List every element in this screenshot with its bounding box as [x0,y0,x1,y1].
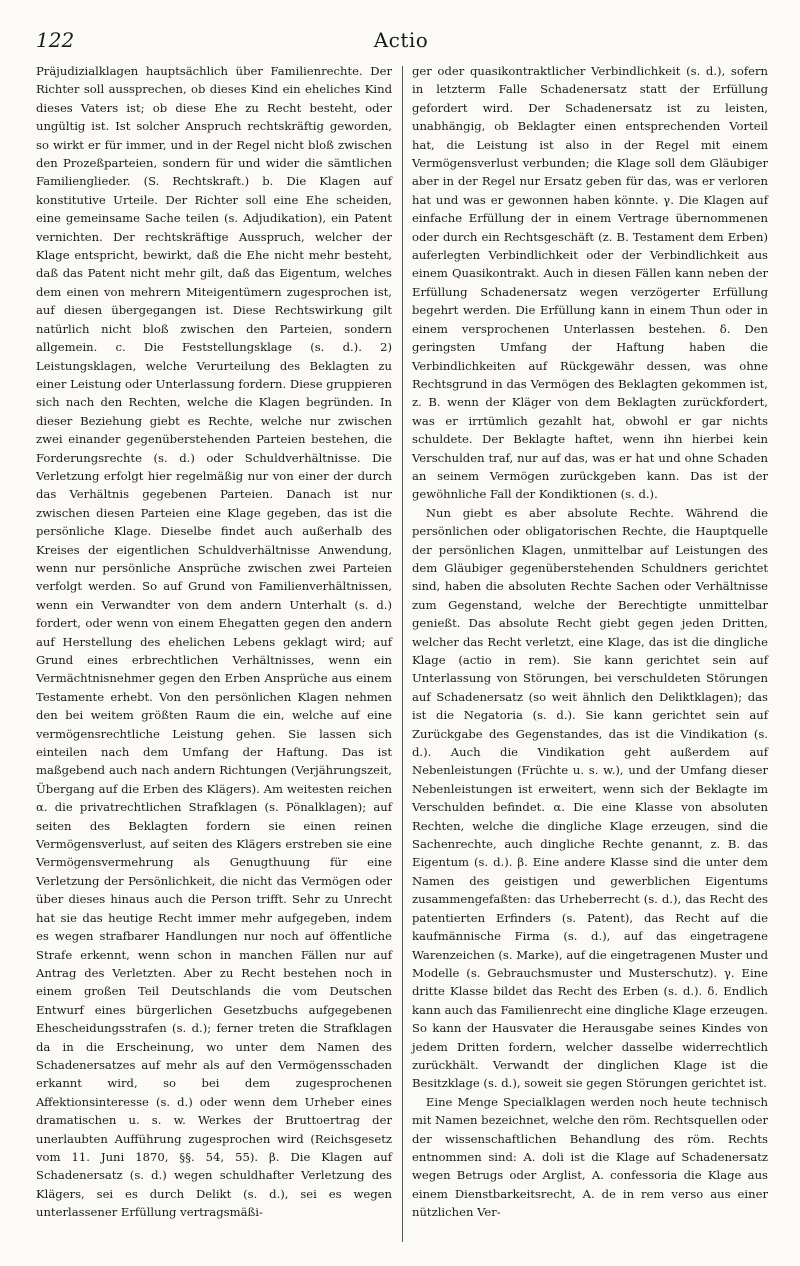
paragraph: ger oder quasikontraktlicher Verbindlichkeit (s. d.), sofern in letzterm Falle Schadenersatz statt der Erfüllung gefordert wird. Der Schadenersatz ist zu leisten, unabhängig, ob Beklagter einen entsprechenden Vorteil hat, die Leistung ist also in der Regel mit einem Vermögensverlust verbunden; die Klage soll dem Gläubiger aber in der Regel nur Ersatz geben für das, was er verloren hat und was er gewonnen haben könnte. γ. Die Klagen auf einfache Erfüllung der in einem Vertrage übernommenen oder durch ein Rechtsgeschäft (z. B. Testament dem Erben) auferlegten Verbindlichkeit oder der Verbindlichkeit aus einem Quasikontrakt. Auch in diesen Fällen kann neben der Erfüllung Schadenersatz wegen verzögerter Erfüllung begehrt werden. Die Erfüllung kann in einem Thun oder in einem versprochenen Unterlassen bestehen. δ. Den geringsten Umfang der Haftung haben die Verbindlichkeiten auf Rückgewähr dessen, was ohne Rechtsgrund in das Vermögen des Beklagten gekommen ist, z. B. wenn der Kläger von dem Beklagten zurückfordert, was er irrtümlich gezahlt hat, obwohl er gar nichts schuldete. Der Beklagte haftet, wenn ihn hierbei kein Verschulden traf, nur auf das, was er hat und ohne Schaden an seinem Vermögen zurückgeben kann. Das ist der gewöhnliche Fall der Kondiktionen (s. d.). [412,64,768,502]
column-divider [402,66,403,1242]
left-column [36,62,392,1222]
running-head: Actio [373,28,429,52]
page-number: 122 [36,28,75,52]
paragraph: Präjudizialklagen hauptsächlich über Familienrechte. Der Richter soll aussprechen, ob dieses Kind ein eheliches Kind dieses Vaters ist; ob diese Ehe zu Recht besteht, oder ungültig ist. Ist solcher Anspruch rechtskräftig geworden, so wirkt er für immer, und in der Regel nicht bloß zwischen den Prozeßparteien, sondern für und wider die sämtlichen Familienglieder. (S. Rechtskraft.) b. Die Klagen auf konstitutive Urteile. Der Richter soll eine Ehe scheiden, eine gemeinsame Sache teilen (s. Adjudikation), ein Patent vernichten. Der rechtskräftige Ausspruch, welcher der Klage entspricht, bewirkt, daß die Ehe nicht mehr besteht, daß das Patent nicht mehr gilt, daß das Eigentum, welches dem einen von mehrern Miteigentümern zugesprochen ist, auf diesen übergegangen ist. Diese Rechtswirkung gilt natürlich nicht bloß zwischen den Parteien, sondern allgemein. c. Die Feststellungsklage (s. d.). 2) Leistungsklagen, welche Verurteilung des Beklagten zu einer Leistung oder Unterlassung fordern. Diese gruppieren sich nach den Rechten, welche die Klagen begründen. In dieser Beziehung giebt es Rechte, welche nur zwischen zwei einander gegenüberstehenden Parteien bestehen, die Forderungsrechte (s. d.) oder Schuldverhältnisse. Die Verletzung erfolgt hier regelmäßig nur von einer der durch das Verhältnis gegebenen Parteien. Danach ist nur zwischen diesen Parteien eine Klage gegeben, das ist die persönliche Klage. Dieselbe findet auch außerhalb des Kreises der eigentlichen Schuldverhältnisse Anwendung, wenn nur persönliche Ansprüche zwischen zwei Parteien verfolgt werden. So auf Grund von Familienverhältnissen, wenn ein Verwandter von dem andern Unterhalt (s. d.) fordert, oder wenn von einem Ehegatten gegen den andern auf Herstellung des ehelichen Lebens geklagt wird; auf Grund eines erbrechtlichen Verhältnisses, wenn ein Vermächtnisnehmer gegen den Erben Ansprüche aus einem Testamente erhebt. Von den persönlichen Klagen nehmen den bei weitem größten Raum die ein, welche auf eine vermögensrechtliche Leistung gehen. Sie lassen sich einteilen nach dem Umfang der Haftung. Das ist maßgebend auch nach andern Richtungen (Verjährungszeit, Übergang auf die Erben des Klägers). Am weitesten reichen α. die privatrechtlichen Strafklagen (s. Pönalklagen); auf seiten des Beklagten fordern sie einen reinen Vermögensverlust, auf seiten des Klägers erstreben sie eine Vermögensvermehrung als Genugthuung für eine Verletzung der Persönlichkeit, die nicht das Vermögen oder über dieses hinaus auch die Person trifft. Sehr zu Unrecht hat sie das heutige Recht immer mehr aufgegeben, indem es wegen strafbarer Handlungen nur noch auf öffentliche Strafe erkennt, wenn schon in manchen Fällen nur auf Antrag des Verletzten. Aber zu Recht bestehen noch in einem großen Teil Deutschlands die vom Deutschen Entwurf eines bürgerlichen Gesetzbuchs aufgegebenen Ehescheidungsstrafen (s. d.); ferner treten die Strafklagen da in die Erscheinung, wo unter dem Namen des Schadenersatzes auf mehr als auf den Vermögensschaden erkannt wird, so bei dem zugesprochenen Affektionsinteresse (s. d.) oder wenn dem Urheber eines dramatischen u. s. w. Werkes der Bruttoertrag der unerlaubten Aufführung zugesprochen wird (Reichsgesetz vom 11. Juni 1870, §§. 54, 55). β. Die Klagen auf Schadenersatz (s. d.) wegen schuldhafter Verletzung des Klägers, sei es durch Delikt (s. d.), sei es wegen unterlassener Erfüllung vertragsmäßi- [36,64,392,1220]
page-header [36,28,766,58]
paragraph: Eine Menge Specialklagen werden noch heute technisch mit Namen bezeichnet, welche den röm. Rechtsquellen oder der wissenschaftlichen Behandlung des röm. Rechts entnommen sind: A. doli ist die Klage auf Schadenersatz wegen Betrugs oder Arglist, A. confessoria die Klage aus einem Dienstbarkeitsrecht, A. de in rem verso aus einer nützlichen Ver- [412,1094,768,1220]
right-column [412,62,768,1222]
paragraph: Nun giebt es aber absolute Rechte. Während die persönlichen oder obligatorischen Rechte, die Hauptquelle der persönlichen Klagen, unmittelbar auf Leistungen des dem Gläubiger gegenüberstehenden Schuldners gerichtet sind, haben die absoluten Rechte Sachen oder Verhältnisse zum Gegenstand, welche der Berechtigte unmittelbar genießt. Das absolute Recht giebt gegen jeden Dritten, welcher das Recht verletzt, eine Klage, das ist die dingliche Klage (actio in rem). Sie kann gerichtet sein auf Unterlassung von Störungen, bei verschuldeten Störungen auf Schadenersatz (so weit ähnlich den Deliktklagen); das ist die Negatoria (s. d.). Sie kann gerichtet sein auf Zurückgabe des Gegenstandes, das ist die Vindikation (s. d.). Auch die Vindikation geht außerdem auf Nebenleistungen (Früchte u. s. w.), und der Umfang dieser Nebenleistungen ist erweitert, wenn sich der Beklagte im Verschulden befindet. α. Die eine Klasse von absoluten Rechten, welche die dingliche Klage erzeugen, sind die Sachenrechte, auch dingliche Rechte genannt, z. B. das Eigentum (s. d.). β. Eine andere Klasse sind die unter dem Namen des geistigen und gewerblichen Eigentums zusammengefaßten: das Urheberrecht (s. d.), das Recht des patentierten Erfinders (s. Patent), das Recht auf die kaufmännische Firma (s. d.), auf das eingetragene Warenzeichen (s. Marke), auf die eingetragenen Muster und Modelle (s. Gebrauchsmuster und Musterschutz). γ. Eine dritte Klasse bildet das Recht des Erben (s. d.). δ. Endlich kann auch das Familienrecht eine dingliche Klage erzeugen. So kann der Hausvater die Herausgabe seines Kindes von jedem Dritten fordern, welcher dasselbe widerrechtlich zurückhält. Verwandt der dinglichen Klage ist die Besitzklage (s. d.), soweit sie gegen Störungen gerichtet ist. [412,505,768,1091]
